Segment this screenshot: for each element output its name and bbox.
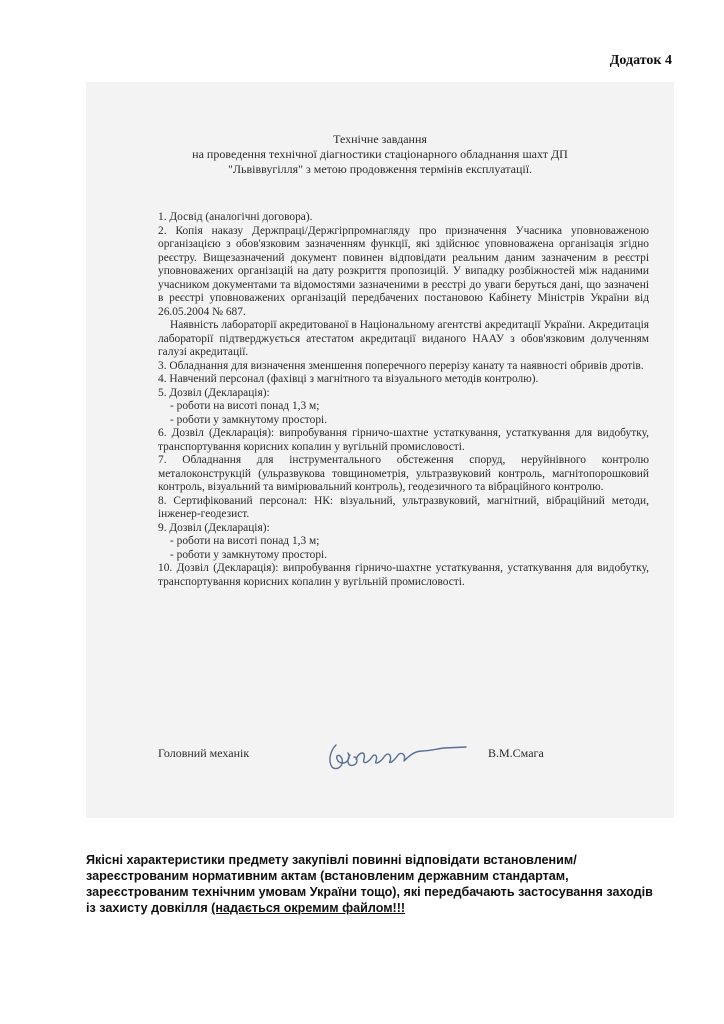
- requirement-item: 1. Досвід (аналогічні договора).: [158, 211, 313, 223]
- signature-block: [158, 737, 649, 777]
- quality-note: [86, 852, 666, 916]
- requirement-item: 6. Дозвіл (Декларація): випробування гірничо-шахтне устаткування, устаткування для видобутку, транспортування корисних копалин у вугільній промисловості.: [158, 427, 649, 453]
- requirement-item: 4. Навчений персонал (фахівці з магнітного та візуального методів контролю).: [158, 373, 539, 385]
- requirement-subitem: - роботи у замкнутому просторі.: [170, 413, 328, 426]
- signature-title: Головний механік: [158, 746, 250, 760]
- requirement-item: 10. Дозвіл (Декларація): випробування гірничо-шахтне устаткування, устаткування для видобутку, транспортування корисних копалин у вугільній промисловості.: [158, 562, 649, 588]
- title-line: Технічне завдання: [333, 132, 427, 146]
- requirement-subitem: - роботи на висоті понад 1,3 м;: [170, 400, 320, 412]
- quality-note-underlined: (надається окремим файлом!!!: [211, 901, 406, 915]
- document-title: [86, 132, 674, 177]
- requirement-item: 2. Копія наказу Держпраці/Держгірпромнагляду про призначення Учасника уповноваженою організацією з обов'язковим зазначенням функції, які здійснює уповноважена організація згідно реєстру. Вищезазначений документ повинен відповідати реальним даним зазначеним в реєстрі уповноважених організацій на дату розкриття пропозицій. У випадку розбіжностей між наданими учасником документами та відомостями зазначеними в реєстрі до уваги беруться дані, що зазначені в реєстрі уповноважених організацій передбачених постановою Кабінету Міністрів України від 26.05.2004 № 687.: [158, 224, 649, 318]
- requirement-item: 5. Дозвіл (Декларація):: [158, 386, 270, 399]
- requirements-list: [158, 211, 649, 589]
- requirement-item: Наявність лабораторії акредитованої в Національному агентстві акредитації України. Акредитація лабораторії підтверджується атестатом акредитації виданого НААУ з обов'язковим долученням галузі акредитації.: [158, 319, 649, 358]
- scanned-document: [86, 82, 674, 818]
- handwritten-signature: [318, 737, 478, 773]
- title-line: на проведення технічної діагностики стаціонарного обладнання шахт ДП: [192, 147, 568, 161]
- requirement-item: 9. Дозвіл (Декларація):: [158, 521, 270, 534]
- requirement-item: 3. Обладнання для визначення зменшення поперечного перерізу канату та наявності обривів дротів.: [158, 359, 644, 372]
- title-line: "Львіввугілля" з метою продовження термінів експлуатації.: [227, 162, 533, 176]
- quality-note-text: Якісні характеристики предмету закупівлі повинні відповідати встановленим/зареєстрованим нормативним актам (встановленим державним стандартам, зареєстрованим технічним умовам України тощо), які передбачають застосування заходів із захисту довкілля: [86, 853, 653, 915]
- requirement-item: 7. Обладнання для інструментального обстеження споруд, неруйнівного контролю металоконструкцій (ульразвукова товщинометрія, ультразвуковий контроль, магнітопорошковий контроль, візуальний та вимірювальний контроль), геодезичного та вібраційного контролю.: [158, 454, 649, 493]
- requirement-item: 8. Сертифікований персонал: НК: візуальний, ультразвуковий, магнітний, вібраційний методи, інженер-геодезист.: [158, 494, 649, 520]
- appendix-label: Додаток 4: [609, 53, 672, 68]
- signature-name: В.М.Смага: [488, 746, 544, 760]
- requirement-subitem: - роботи у замкнутому просторі.: [170, 548, 328, 561]
- requirement-subitem: - роботи на висоті понад 1,3 м;: [170, 535, 320, 547]
